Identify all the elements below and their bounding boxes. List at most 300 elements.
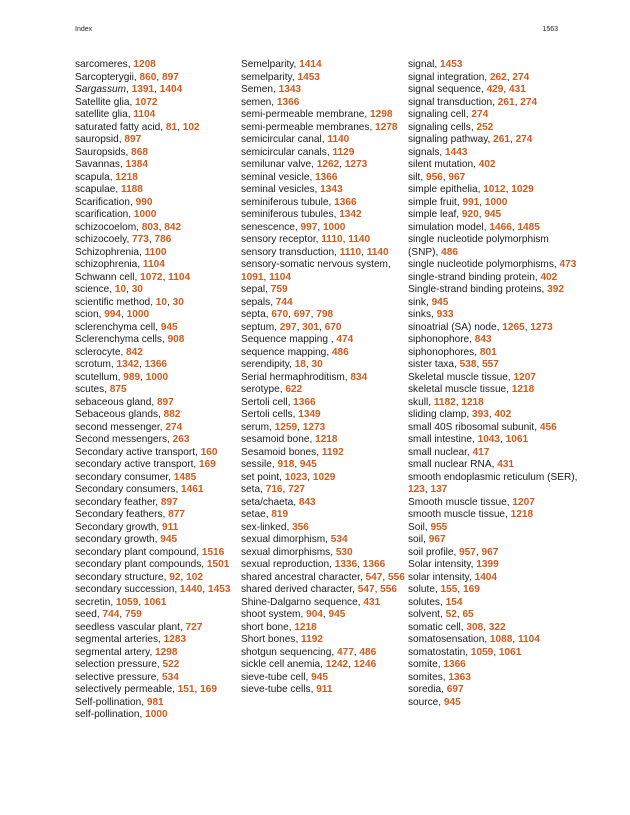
page-reference-link[interactable]: 530 (335, 546, 353, 558)
index-term: semi-permeable membrane (241, 109, 365, 120)
page-reference-link[interactable]: 274 (520, 96, 538, 108)
page-reference-link[interactable]: 1366 (315, 171, 338, 183)
page-reference-link[interactable]: 897 (124, 134, 142, 145)
index-entry: sister taxa, 538, 557 (408, 359, 499, 370)
page-reference-link[interactable]: 1391 (131, 84, 155, 95)
page-reference-link[interactable]: 918 (277, 459, 295, 470)
page-reference-link[interactable]: 1298 (370, 109, 393, 120)
page-reference-link[interactable]: 1207 (513, 371, 536, 383)
page-reference-link[interactable]: 1273 (530, 321, 553, 333)
page-reference-link[interactable]: 842 (164, 221, 182, 233)
index-entry: silt, 956, 967 (408, 171, 466, 183)
page-reference-link[interactable]: 274 (515, 134, 533, 145)
index-entry: Schizophrenia, 1100 (75, 246, 167, 258)
page-reference-link[interactable]: 1000 (484, 196, 508, 208)
page-reference-link[interactable]: 1208 (133, 59, 156, 70)
index-entry: segmental artery, 1298 (75, 646, 178, 658)
page-reference-link[interactable]: 474 (336, 334, 354, 345)
page-reference-link[interactable]: 1000 (145, 371, 169, 383)
page-reference-link[interactable]: 81 (165, 121, 178, 133)
index-term: Sclerenchyma cells (75, 334, 162, 345)
page-reference-link[interactable]: 957 (459, 546, 476, 558)
page-reference-link[interactable]: 798 (316, 309, 334, 320)
page-reference-link[interactable]: 1000 (133, 209, 157, 220)
index-term: semicircular canals (241, 146, 327, 158)
page-reference-link[interactable]: 1342 (116, 359, 139, 370)
page-reference-link[interactable]: 297 (279, 321, 297, 333)
page-reference-link[interactable]: 716 (265, 484, 283, 495)
page-reference-link[interactable]: 1110 (321, 234, 343, 245)
page-reference-link[interactable]: 994 (104, 309, 122, 320)
page-reference-link[interactable]: 1384 (125, 159, 148, 170)
page-reference-link[interactable]: 1104 (142, 259, 165, 270)
page-reference-link[interactable]: 945 (443, 696, 461, 708)
page-reference-link[interactable]: 1029 (312, 471, 336, 483)
page-reference-link[interactable]: 486 (359, 646, 377, 658)
page-reference-link[interactable]: 1104 (133, 109, 156, 120)
page-reference-link[interactable]: 967 (481, 546, 499, 558)
page-reference-link[interactable]: 431 (363, 596, 381, 608)
page-reference-link[interactable]: 933 (436, 309, 454, 320)
page-reference-link[interactable]: 30 (311, 359, 323, 370)
page-reference-link[interactable]: 1501 (206, 559, 230, 570)
index-entry: shotgun sequencing, 477, 486 (241, 646, 377, 658)
page-reference-link[interactable]: 1110 (339, 246, 362, 258)
page-reference-link[interactable]: 834 (350, 371, 368, 383)
page-reference-link[interactable]: 1259 (274, 421, 298, 433)
page-reference-link[interactable]: 1262 (316, 159, 340, 170)
page-reference-link[interactable]: 981 (146, 696, 164, 708)
page-reference-link[interactable]: 1140 (366, 246, 389, 258)
index-entry: sickle cell anemia, 1242, 1246 (241, 659, 377, 670)
page-reference-link[interactable]: 1059 (470, 646, 494, 658)
page-reference-link[interactable]: 154 (445, 596, 463, 608)
page-reference-link[interactable]: 860 (139, 71, 157, 83)
page-reference-link[interactable]: 522 (162, 659, 180, 670)
index-term: semelparity (241, 71, 292, 83)
page-reference-link[interactable]: 911 (161, 521, 179, 533)
page-reference-link[interactable]: 1104 (518, 634, 540, 645)
page-reference-link[interactable]: 670 (271, 309, 289, 320)
page-reference-link[interactable]: 477 (336, 646, 354, 658)
index-term: Semen (241, 84, 273, 95)
page-reference-link[interactable]: 904 (306, 609, 323, 620)
index-term: Sarcopterygii (75, 71, 134, 83)
index-term: single-strand binding protein (408, 271, 535, 283)
page-reference-link[interactable]: 1414 (299, 59, 322, 70)
page-reference-link[interactable]: 102 (182, 121, 200, 133)
index-entry: Sebaceous glands, 882 (75, 409, 181, 420)
index-term: somatosensation (408, 634, 485, 645)
page-reference-link[interactable]: 945 (311, 671, 328, 683)
page-reference-link[interactable]: 1349 (298, 409, 321, 420)
page-reference-link[interactable]: 1273 (344, 159, 368, 170)
page-reference-link[interactable]: 356 (292, 521, 309, 533)
page-reference-link[interactable]: 1029 (511, 184, 534, 195)
index-term: scutellum (75, 371, 118, 383)
page-reference-link[interactable]: 1059 (115, 596, 139, 608)
page-reference-link[interactable]: 1485 (173, 471, 197, 483)
index-entry: semi-permeable membranes, 1278 (241, 121, 398, 133)
page-reference-link[interactable]: 997 (300, 221, 318, 233)
page-reference-link[interactable]: 1366 (293, 396, 316, 408)
page-reference-link[interactable]: 773 (132, 234, 149, 245)
index-entry: solvent, 52, 65 (408, 609, 474, 620)
index-term: Sertoli cell (241, 396, 288, 408)
page-reference-link[interactable]: 393 (471, 409, 489, 420)
index-entry: sexual dimorphisms, 530 (241, 546, 353, 558)
page-reference-link[interactable]: 261 (493, 134, 510, 145)
page-reference-link[interactable]: 882 (163, 409, 181, 420)
page-reference-link[interactable]: 10 (114, 284, 127, 295)
page-reference-link[interactable]: 842 (126, 346, 143, 358)
page-reference-link[interactable]: 1283 (163, 634, 187, 645)
page-reference-link[interactable]: 155 (440, 584, 458, 595)
index-term: scion (75, 309, 99, 320)
page-reference-link[interactable]: 1363 (448, 671, 471, 683)
index-term: sinks (408, 309, 431, 320)
page-reference-link[interactable]: 431 (497, 459, 515, 470)
page-reference-link[interactable]: 30 (131, 284, 143, 295)
page-reference-link[interactable]: 1000 (145, 709, 168, 720)
page-reference-link[interactable]: 151 (177, 684, 195, 695)
page-reference-link[interactable]: 1061 (505, 434, 529, 445)
index-term: schizocoelom (75, 221, 137, 233)
index-term: Smooth muscle tissue (408, 496, 507, 508)
index-term: selective pressure (75, 671, 157, 683)
page-reference-link[interactable]: 744 (275, 296, 293, 308)
index-entry: septa, 670, 697, 798 (241, 309, 334, 320)
page-reference-link[interactable]: 991 (462, 196, 480, 208)
index-entry: small nuclear RNA, 431 (408, 459, 515, 470)
page-reference-link[interactable]: 1192 (321, 446, 344, 458)
page-reference-link[interactable]: 1188 (121, 184, 143, 195)
page-reference-link[interactable]: 1192 (301, 634, 323, 645)
page-reference-link[interactable]: 945 (328, 609, 346, 620)
page-reference-link[interactable]: 1104 (168, 271, 191, 283)
page-reference-link[interactable]: 123 (408, 484, 425, 495)
index-column-left (75, 59, 243, 722)
page-reference-link[interactable]: 1440 (179, 584, 203, 595)
page-reference-link[interactable]: 759 (270, 284, 288, 295)
page-reference-link[interactable]: 989 (123, 371, 141, 383)
index-term: secondary structure (75, 571, 164, 583)
page-reference-link[interactable]: 744 (102, 609, 120, 620)
page-reference-link[interactable]: 1453 (297, 71, 320, 83)
page-reference-link[interactable]: 1100 (144, 246, 167, 258)
page-reference-link[interactable]: 274 (165, 421, 183, 433)
index-term: sarcomeres (75, 59, 128, 70)
page-reference-link[interactable]: 1088 (489, 634, 513, 645)
index-entry: scrotum, 1342, 1366 (75, 359, 168, 370)
index-entry: Semen, 1343 (241, 84, 302, 95)
index-entry: somite, 1366 (408, 659, 466, 670)
index-term: Scarification (75, 196, 130, 208)
page-reference-link[interactable]: 169 (199, 459, 216, 470)
index-term: sex-linked (241, 521, 287, 533)
index-term: solutes (408, 596, 440, 608)
page-reference-link[interactable]: 1278 (375, 121, 398, 133)
page-reference-link[interactable]: 956 (425, 171, 443, 183)
page-reference-link[interactable]: 1207 (512, 496, 535, 508)
index-term: Sertoli cells (241, 409, 293, 420)
index-term: seta (241, 484, 261, 495)
index-entry: Sargassum, 1391, 1404 (75, 84, 183, 95)
page-reference-link[interactable]: 1091 (241, 271, 264, 283)
index-term: simple epithelia (408, 184, 478, 195)
page-reference-link[interactable]: 945 (160, 321, 178, 333)
page-reference-link[interactable]: 1404 (159, 84, 183, 95)
page-reference-link[interactable]: 727 (288, 484, 305, 495)
index-entry: secondary plant compound, 1516 (75, 546, 225, 558)
page-reference-link[interactable]: 990 (135, 196, 153, 208)
index-term: sepal (241, 284, 266, 295)
page-reference-link[interactable]: 1453 (439, 59, 463, 70)
index-term: simple fruit (408, 196, 457, 208)
index-entry: serotype, 622 (241, 384, 303, 395)
page-reference-link[interactable]: 1516 (201, 546, 225, 558)
index-entry: simple fruit, 991, 1000 (408, 196, 508, 208)
page-reference-link[interactable]: 1273 (302, 421, 326, 433)
page-reference-link[interactable]: 945 (484, 209, 502, 220)
page-reference-link[interactable]: 1366 (334, 196, 357, 208)
index-entry: simple epithelia, 1012, 1029 (408, 184, 534, 195)
page-reference-link[interactable]: 875 (109, 384, 127, 395)
page-reference-link[interactable]: 1366 (443, 659, 466, 670)
index-entry: semicircular canal, 1140 (241, 134, 350, 145)
page-reference-link[interactable]: 65 (462, 609, 474, 620)
page-reference-link[interactable]: 169 (463, 584, 480, 595)
index-entry: siphonophore, 843 (408, 334, 492, 345)
page-reference-link[interactable]: 1218 (115, 171, 138, 183)
index-entry: semen, 1366 (241, 96, 300, 108)
page-reference-link[interactable]: 1218 (461, 396, 484, 408)
page-reference-link[interactable]: 897 (161, 71, 179, 83)
page-reference-link[interactable]: 1218 (315, 434, 338, 445)
page-reference-link[interactable]: 908 (167, 334, 185, 345)
page-reference-link[interactable]: 1140 (327, 134, 350, 145)
page-reference-link[interactable]: 955 (430, 521, 448, 533)
page-reference-link[interactable]: 556 (380, 584, 398, 595)
page-reference-link[interactable]: 10 (155, 296, 168, 308)
page-reference-link[interactable]: 868 (131, 146, 148, 158)
page-reference-link[interactable]: 803 (141, 221, 159, 233)
page-reference-link[interactable]: 1246 (353, 659, 377, 670)
page-reference-link[interactable]: 1366 (144, 359, 168, 370)
page-reference-link[interactable]: 534 (330, 534, 348, 545)
page-reference-link[interactable]: 1182 (433, 396, 456, 408)
page-reference-link[interactable]: 486 (441, 246, 458, 258)
page-reference-link[interactable]: 786 (154, 234, 172, 245)
index-term: sinoatrial (SA) node (408, 321, 497, 333)
page-reference-link[interactable]: 262 (489, 71, 507, 83)
page-reference-link[interactable]: 1366 (276, 96, 300, 108)
page-reference-link[interactable]: 1461 (181, 484, 204, 495)
page-reference-link[interactable]: 1342 (339, 209, 362, 220)
page-reference-link[interactable]: 547 (365, 571, 383, 583)
page-reference-link[interactable]: 1404 (474, 571, 498, 583)
index-term: secondary plant compounds (75, 559, 202, 570)
index-entry: satellite glia, 1104 (75, 109, 156, 120)
index-entry: Sclerenchyma cells, 908 (75, 334, 185, 345)
page-reference-link[interactable]: 1343 (320, 184, 343, 195)
index-entry: selection pressure, 522 (75, 659, 180, 670)
page-reference-link[interactable]: 392 (547, 284, 564, 295)
index-term: seminiferous tubule (241, 196, 329, 208)
index-term: Solar intensity (408, 559, 471, 570)
page-reference-link[interactable]: 1453 (208, 584, 231, 595)
page-reference-link[interactable]: 1265 (502, 321, 525, 333)
index-term: shared derived character (241, 584, 353, 595)
page-reference-link[interactable]: 274 (512, 71, 530, 83)
page-reference-link[interactable]: 1000 (322, 221, 346, 233)
index-entry: scutellum, 989, 1000 (75, 371, 169, 383)
page-reference-link[interactable]: 169 (200, 684, 217, 695)
running-header-section: Index (75, 26, 93, 33)
index-entry: secondary growth, 945 (75, 534, 178, 545)
page-reference-link[interactable]: 945 (431, 296, 449, 308)
page-reference-link[interactable]: 538 (459, 359, 477, 370)
index-term: set point (241, 471, 280, 483)
page-reference-link[interactable]: 670 (324, 321, 342, 333)
page-reference-link[interactable]: 534 (161, 671, 179, 683)
index-term: Shine-Dalgarno sequence (241, 596, 358, 608)
page-reference-link[interactable]: 1298 (155, 646, 178, 658)
index-term: sensory transduction (241, 246, 335, 258)
page-reference-link[interactable]: 274 (471, 109, 489, 120)
index-entry: Semelparity, 1414 (241, 59, 322, 70)
page-reference-link[interactable]: 308 (466, 621, 484, 633)
index-term: sensory-somatic nervous system (241, 259, 388, 270)
index-entry: sequence mapping, 486 (241, 346, 349, 358)
page-reference-link[interactable]: 1466 (489, 221, 512, 233)
page-reference-link[interactable]: 1218 (511, 384, 535, 395)
page-reference-link[interactable]: 52 (445, 609, 457, 620)
page-reference-link[interactable]: 429 (486, 84, 504, 95)
index-term: seedless vascular plant (75, 621, 180, 633)
page-reference-link[interactable]: 261 (497, 96, 515, 108)
page-reference-link[interactable]: 843 (298, 496, 316, 508)
index-entry: Short bones, 1192 (241, 634, 323, 645)
index-entry: scapulae, 1188 (75, 184, 143, 195)
index-entry: shoot system, 904, 945 (241, 609, 346, 620)
page-reference-link[interactable]: 1140 (348, 234, 371, 245)
page-reference-link[interactable]: 1104 (269, 271, 291, 283)
page-reference-link[interactable]: 402 (478, 159, 496, 170)
page-reference-link[interactable]: 1485 (517, 221, 540, 233)
index-term: small nuclear (408, 446, 467, 458)
page-reference-link[interactable]: 556 (388, 571, 405, 583)
page-reference-link[interactable]: 759 (124, 609, 142, 620)
index-entry: seminiferous tubule, 1366 (241, 196, 357, 208)
page-reference-link[interactable]: 843 (474, 334, 492, 345)
page-reference-link[interactable]: 1061 (144, 596, 167, 608)
page-reference-link[interactable]: 431 (509, 84, 526, 95)
page-reference-link[interactable]: 1343 (278, 84, 302, 95)
page-reference-link[interactable]: 137 (430, 484, 448, 495)
index-entry: Sertoli cell, 1366 (241, 396, 316, 408)
page-reference-link[interactable]: 897 (160, 496, 178, 508)
page-reference-link[interactable]: 322 (488, 621, 506, 633)
page-reference-link[interactable]: 727 (185, 621, 203, 633)
page-reference-link[interactable]: 1000 (126, 309, 150, 320)
page-reference-link[interactable]: 402 (494, 409, 512, 420)
page-reference-link[interactable]: 945 (160, 534, 178, 545)
page-reference-link[interactable]: 622 (285, 384, 303, 395)
page-reference-link[interactable]: 801 (479, 346, 497, 358)
page-reference-link[interactable]: 301 (302, 321, 320, 333)
page-reference-link[interactable]: 819 (271, 509, 289, 520)
page-reference-link[interactable]: 911 (316, 684, 333, 695)
page-reference-link[interactable]: 1023 (284, 471, 308, 483)
page-reference-link[interactable]: 897 (156, 396, 174, 408)
page-reference-link[interactable]: 967 (448, 171, 466, 183)
page-reference-link[interactable]: 945 (299, 459, 317, 470)
index-entry: sessile, 918, 945 (241, 459, 317, 470)
index-term: short bone (241, 621, 289, 633)
page-reference-link[interactable]: 877 (168, 509, 185, 520)
page-reference-link[interactable]: 160 (200, 446, 218, 458)
page-reference-link[interactable]: 30 (172, 296, 184, 308)
index-term: Secondary consumers (75, 484, 176, 495)
page-reference-link[interactable]: 1218 (294, 621, 317, 633)
page-reference-link[interactable]: 1218 (510, 509, 534, 520)
index-term: sclerenchyma cell (75, 321, 156, 333)
page-reference-link[interactable]: 252 (476, 121, 494, 133)
page-reference-link[interactable]: 263 (172, 434, 190, 445)
page-reference-link[interactable]: 1336 (334, 559, 358, 570)
page-reference-link[interactable]: 102 (186, 571, 203, 583)
index-entry: sinks, 933 (408, 309, 454, 320)
index-entry: setae, 819 (241, 509, 289, 520)
index-entry: smooth muscle tissue, 1218 (408, 509, 534, 520)
index-entry: soil, 967 (408, 534, 446, 545)
index-term: secondary plant compound (75, 546, 197, 558)
page-reference-link[interactable]: 1072 (140, 271, 163, 283)
index-entry: Shine-Dalgarno sequence, 431 (241, 596, 381, 608)
page-reference-link[interactable]: 402 (540, 271, 558, 283)
page-reference-link[interactable]: 1242 (325, 659, 349, 670)
page-reference-link[interactable]: 697 (293, 309, 311, 320)
page-reference-link[interactable]: 92 (169, 571, 181, 583)
index-entry: science, 10, 30 (75, 284, 143, 295)
page-reference-link[interactable]: 697 (446, 684, 464, 695)
index-entry: soil profile, 957, 967 (408, 546, 499, 558)
index-entry: seedless vascular plant, 727 (75, 621, 203, 633)
index-term: solvent (408, 609, 440, 620)
page-reference-link[interactable]: 1012 (483, 184, 506, 195)
page-reference-link[interactable]: 18 (294, 359, 306, 370)
page-reference-link[interactable]: 967 (428, 534, 446, 545)
page-reference-link[interactable]: 456 (539, 421, 557, 433)
page-reference-link[interactable]: 1366 (362, 559, 386, 570)
page-reference-link[interactable]: 557 (482, 359, 499, 370)
page-reference-link[interactable]: 547 (357, 584, 375, 595)
page-reference-link[interactable]: 920 (461, 209, 479, 220)
page-reference-link[interactable]: 1399 (476, 559, 499, 570)
page-reference-link[interactable]: 1072 (135, 96, 158, 108)
page-reference-link[interactable]: 1129 (332, 146, 355, 158)
page-reference-link[interactable]: 1061 (498, 646, 522, 658)
index-entry: sauropsid, 897 (75, 134, 142, 145)
index-entry: septum, 297, 301, 670 (241, 321, 342, 333)
index-entry: silent mutation, 402 (408, 159, 496, 170)
page-reference-link[interactable]: 1443 (445, 146, 468, 158)
page-reference-link[interactable]: 486 (331, 346, 349, 358)
page-reference-link[interactable]: 473 (559, 259, 577, 270)
page-reference-link[interactable]: 417 (472, 446, 490, 458)
page-reference-link[interactable]: 1043 (477, 434, 501, 445)
